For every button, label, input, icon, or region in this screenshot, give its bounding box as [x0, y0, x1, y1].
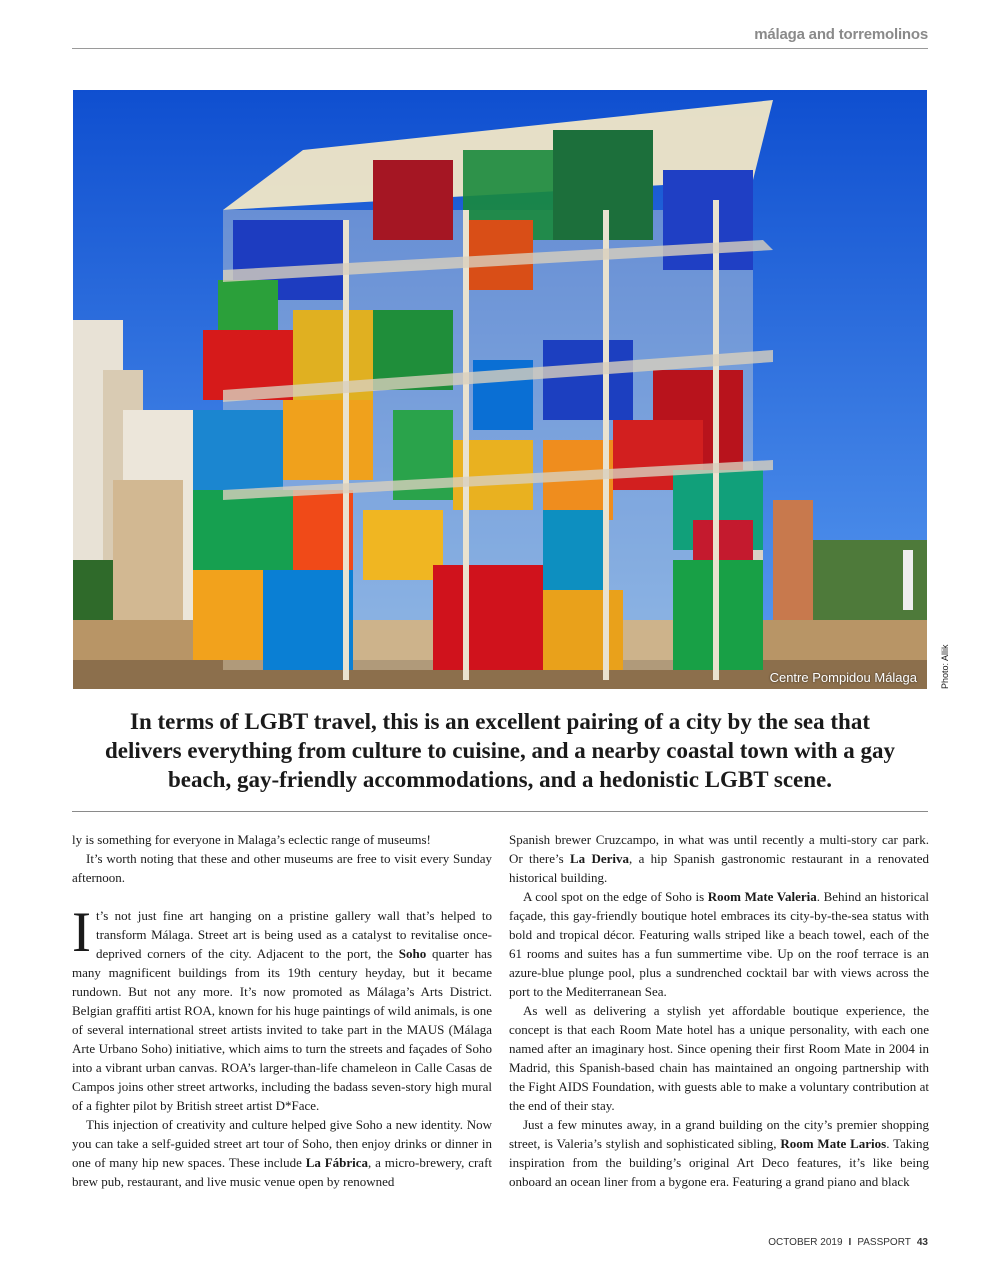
paragraph: ly is something for everyone in Malaga’s eclectic range of museums! — [72, 832, 431, 847]
text-run: , a hip Spanish gastronomic restaurant in a renovated historical building. — [509, 851, 929, 885]
page-number: 43 — [916, 1237, 928, 1248]
footer-separator: I — [848, 1237, 852, 1248]
text-run: Spanish brewer Cruzcampo, in what was until recently a multi-story car park. Or there’s — [509, 832, 929, 866]
paragraph: As well as delivering a stylish yet affordable boutique experience, the concept is that each Room Mate hotel has a unique personality, with each one named after an imaginary host. Since opening their first Room Mate in 2004 in Madrid, this Spanish-based chain has maintained an ongoing partnership with the Fight AIDS Foundation, with guests able to make a voluntary contribution at the end of their stay. — [509, 1003, 929, 1113]
paragraph — [72, 1115, 492, 1191]
bold-term: Room Mate Larios — [780, 1136, 887, 1151]
page-footer — [768, 1237, 928, 1248]
paragraph — [509, 1115, 929, 1191]
bold-term: La Fábrica — [305, 1155, 369, 1170]
cube-illustration — [73, 90, 927, 689]
text-run: , a micro-brewery, craft brew pub, restaurant, and live music venue open by renowned — [72, 1155, 493, 1189]
text-run: quarter has many magnificent buildings from its 19th century heyday, but it became rundown. But not any more. It’s now promoted as Málaga’s Arts District. Belgian graffiti artist ROA, known for his huge paintings of wild animals, is one of several international street artists invited to take part in the MAUS (Málaga Arte Urbano Soho) initiative, which aims to turn the streets and façades of Soho into a vibrant urban canvas. ROA’s larger-than-life chameleon in Calle Casas de Campos joins other street artworks, including the badass seven-story high mural of a fighter pilot by British street artist D*Face. — [72, 946, 493, 1113]
issue-date: OCTOBER 2019 — [768, 1237, 843, 1248]
photo-credit: Photo: Allik — [940, 644, 950, 689]
magazine-name: PASSPORT — [857, 1237, 911, 1248]
paragraph — [72, 901, 493, 1115]
section-title: málaga and torremolinos — [754, 26, 928, 43]
text-run: . Behind an historical façade, this gay-friendly boutique hotel embraces its city-by-the-sea status with bold and tropical décor. Featuring walls striped like a beach towel, each of the 61 rooms and suites has a fun summertime vibe. Up on the roof terrace is an azure-blue plunge pool, plus a sundrenched cocktail bar with views across the port to the Mediterranean Sea. — [509, 889, 930, 999]
text-run: t’s not just fine art hanging on a pristine gallery wall that’s helped to transform Málaga. Street art is being used as a catalyst to revitalise once-deprived corners of the city. Adjacent to the port, the — [95, 908, 492, 961]
bold-term: Room Mate Valeria — [707, 889, 817, 904]
text-run: Just a few minutes away, in a grand building on the city’s premier shopping street, is Valeria’s stylish and sophisticated sibling, — [509, 1117, 929, 1151]
drop-cap: I — [72, 901, 91, 964]
paragraph — [509, 830, 929, 887]
article-column-left — [72, 830, 492, 1191]
text-run: . Taking inspiration from the building’s original Art Deco features, it’s like being onboard an ocean liner from a bygone era. Featuring a grand piano and black — [509, 1136, 929, 1189]
running-header — [72, 22, 928, 49]
photo-caption: Centre Pompidou Málaga — [769, 670, 917, 685]
paragraph — [509, 887, 929, 1001]
bold-term: Soho — [398, 946, 427, 961]
quote-divider — [72, 811, 928, 812]
text-run: This injection of creativity and culture helped give Soho a new identity. Now you can take a self-guided street art tour of Soho, then enjoy drinks or dinner in one of many hip new spaces. These include — [72, 1117, 492, 1170]
paragraph: It’s worth noting that these and other museums are free to visit every Sunday afternoon. — [72, 851, 492, 885]
bold-term: La Deriva — [570, 851, 630, 866]
text-run: A cool spot on the edge of Soho is — [523, 889, 708, 904]
article-column-right — [509, 830, 929, 1191]
hero-photo — [73, 90, 927, 689]
pull-quote: In terms of LGBT travel, this is an excellent pairing of a city by the sea that delivers everything from culture to cuisine, and a nearby coastal town with a gay beach, gay-friendly accommodations, and a hedonistic LGBT scene. — [104, 709, 896, 792]
